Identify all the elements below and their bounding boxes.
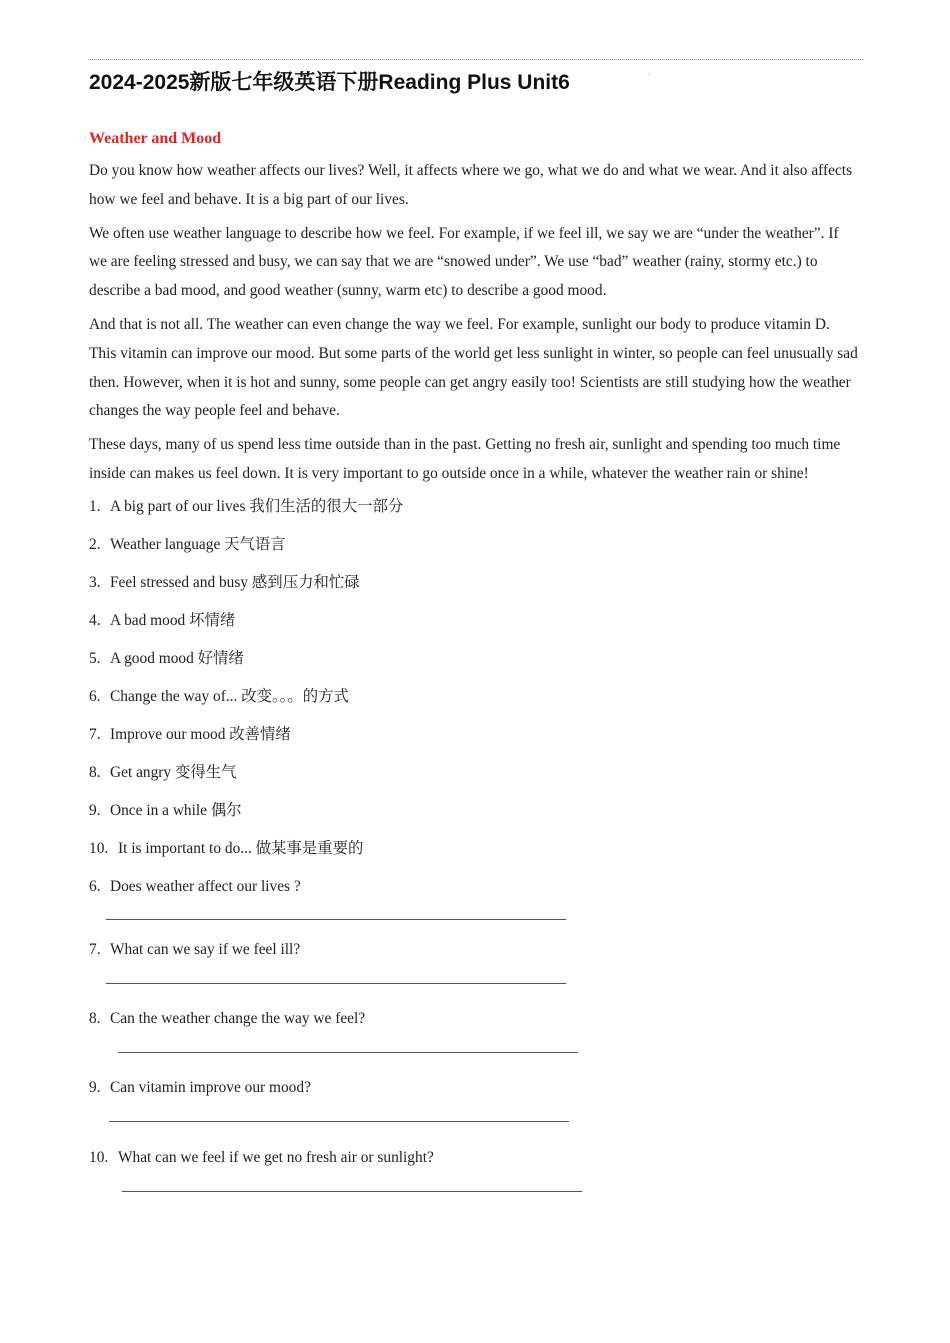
vocabulary-number: 4. xyxy=(89,611,101,629)
vocabulary-item xyxy=(89,535,859,573)
vocabulary-item xyxy=(89,611,859,649)
question-text: What can we say if we feel ill? xyxy=(110,940,301,958)
question-number: 8. xyxy=(89,1009,101,1027)
question-item xyxy=(89,1009,859,1053)
vocabulary-item xyxy=(89,649,859,687)
article-paragraph: Do you know how weather affects our lives? Well, it affects where we go, what we do and what we wear. And it also affects how we feel and behave. It is a big part of our lives. xyxy=(89,162,853,208)
answer-line[interactable] xyxy=(122,1191,582,1192)
question-number: 10. xyxy=(89,1148,109,1166)
answer-line[interactable] xyxy=(109,1121,569,1122)
vocabulary-text: Feel stressed and busy 感到压力和忙碌 xyxy=(110,573,360,591)
vocabulary-text: Once in a while 偶尔 xyxy=(110,801,242,819)
article-title: Weather and Mood xyxy=(89,130,222,147)
answer-line[interactable] xyxy=(106,983,566,984)
question-number: 9. xyxy=(89,1078,101,1096)
question-text-row xyxy=(89,877,859,897)
vocabulary-number: 3. xyxy=(89,573,101,591)
article-paragraph: These days, many of us spend less time outside than in the past. Getting no fresh air, sunlight and spending too much time inside can makes us feel down. It is very important to go outside once in a while, whatever the weather rain or shine! xyxy=(89,436,841,482)
document-body xyxy=(89,128,859,1192)
vocabulary-number: 8. xyxy=(89,763,101,781)
question-item xyxy=(89,1078,859,1122)
question-text: What can we feel if we get no fresh air or sunlight? xyxy=(118,1148,434,1166)
vocabulary-item xyxy=(89,687,859,725)
question-list xyxy=(89,877,859,1192)
question-item xyxy=(89,1148,859,1192)
question-text: Can vitamin improve our mood? xyxy=(110,1078,311,1096)
vocabulary-number: 10. xyxy=(89,839,109,857)
vocabulary-number: 7. xyxy=(89,725,101,743)
vocabulary-text: Change the way of... 改变。。。的方式 xyxy=(110,687,349,705)
vocabulary-text: A big part of our lives 我们生活的很大一部分 xyxy=(110,497,404,515)
vocabulary-number: 5. xyxy=(89,649,101,667)
vocabulary-text: It is important to do... 做某事是重要的 xyxy=(118,839,364,857)
article-paragraph: And that is not all. The weather can even change the way we feel. For example, sunlight our body to produce vitamin D. This vitamin can improve our mood. But some parts of the world get less sunlight in winter, so people can feel unusually sad then. However, when it is hot and sunny, some people can get angry easily too! Scientists are still studying how the weather changes the way people feel and behave. xyxy=(89,315,858,420)
answer-line[interactable] xyxy=(106,919,566,920)
vocabulary-item xyxy=(89,573,859,611)
question-text-row xyxy=(89,1078,859,1098)
question-text-row xyxy=(89,1148,859,1168)
vocabulary-number: 2. xyxy=(89,535,101,553)
question-text-row xyxy=(89,1009,859,1029)
vocabulary-number: 1. xyxy=(89,497,101,515)
header-divider xyxy=(88,59,863,60)
vocabulary-text: Improve our mood 改善情绪 xyxy=(110,725,291,743)
question-text: Does weather affect our lives ? xyxy=(110,877,301,895)
vocabulary-text: A good mood 好情绪 xyxy=(110,649,244,667)
question-text: Can the weather change the way we feel? xyxy=(110,1009,366,1027)
question-number: 6. xyxy=(89,877,101,895)
vocabulary-item xyxy=(89,763,859,801)
vocabulary-number: 9. xyxy=(89,801,101,819)
vocabulary-item xyxy=(89,801,859,839)
question-text-row xyxy=(89,940,859,960)
question-item xyxy=(89,877,859,920)
answer-line[interactable] xyxy=(118,1052,578,1053)
vocabulary-item xyxy=(89,839,859,877)
vocabulary-number: 6. xyxy=(89,687,101,705)
vocabulary-list xyxy=(89,497,859,877)
vocabulary-text: Weather language 天气语言 xyxy=(110,535,286,553)
header-dot-mark: · xyxy=(648,70,651,79)
document-title: 2024-2025新版七年级英语下册Reading Plus Unit6 xyxy=(89,71,570,94)
vocabulary-text: A bad mood 坏情绪 xyxy=(110,611,236,629)
question-item xyxy=(89,940,859,984)
vocabulary-item xyxy=(89,497,859,535)
article-paragraph: We often use weather language to describe how we feel. For example, if we feel ill, we say we are “under the weather”. If we are feeling stressed and busy, we can say that we are “snowed under”. We use “bad” weather (rainy, stormy etc.) to describe a bad mood, and good weather (sunny, warm etc) to describe a good mood. xyxy=(89,224,839,300)
vocabulary-text: Get angry 变得生气 xyxy=(110,763,237,781)
vocabulary-item xyxy=(89,725,859,763)
question-number: 7. xyxy=(89,940,101,958)
